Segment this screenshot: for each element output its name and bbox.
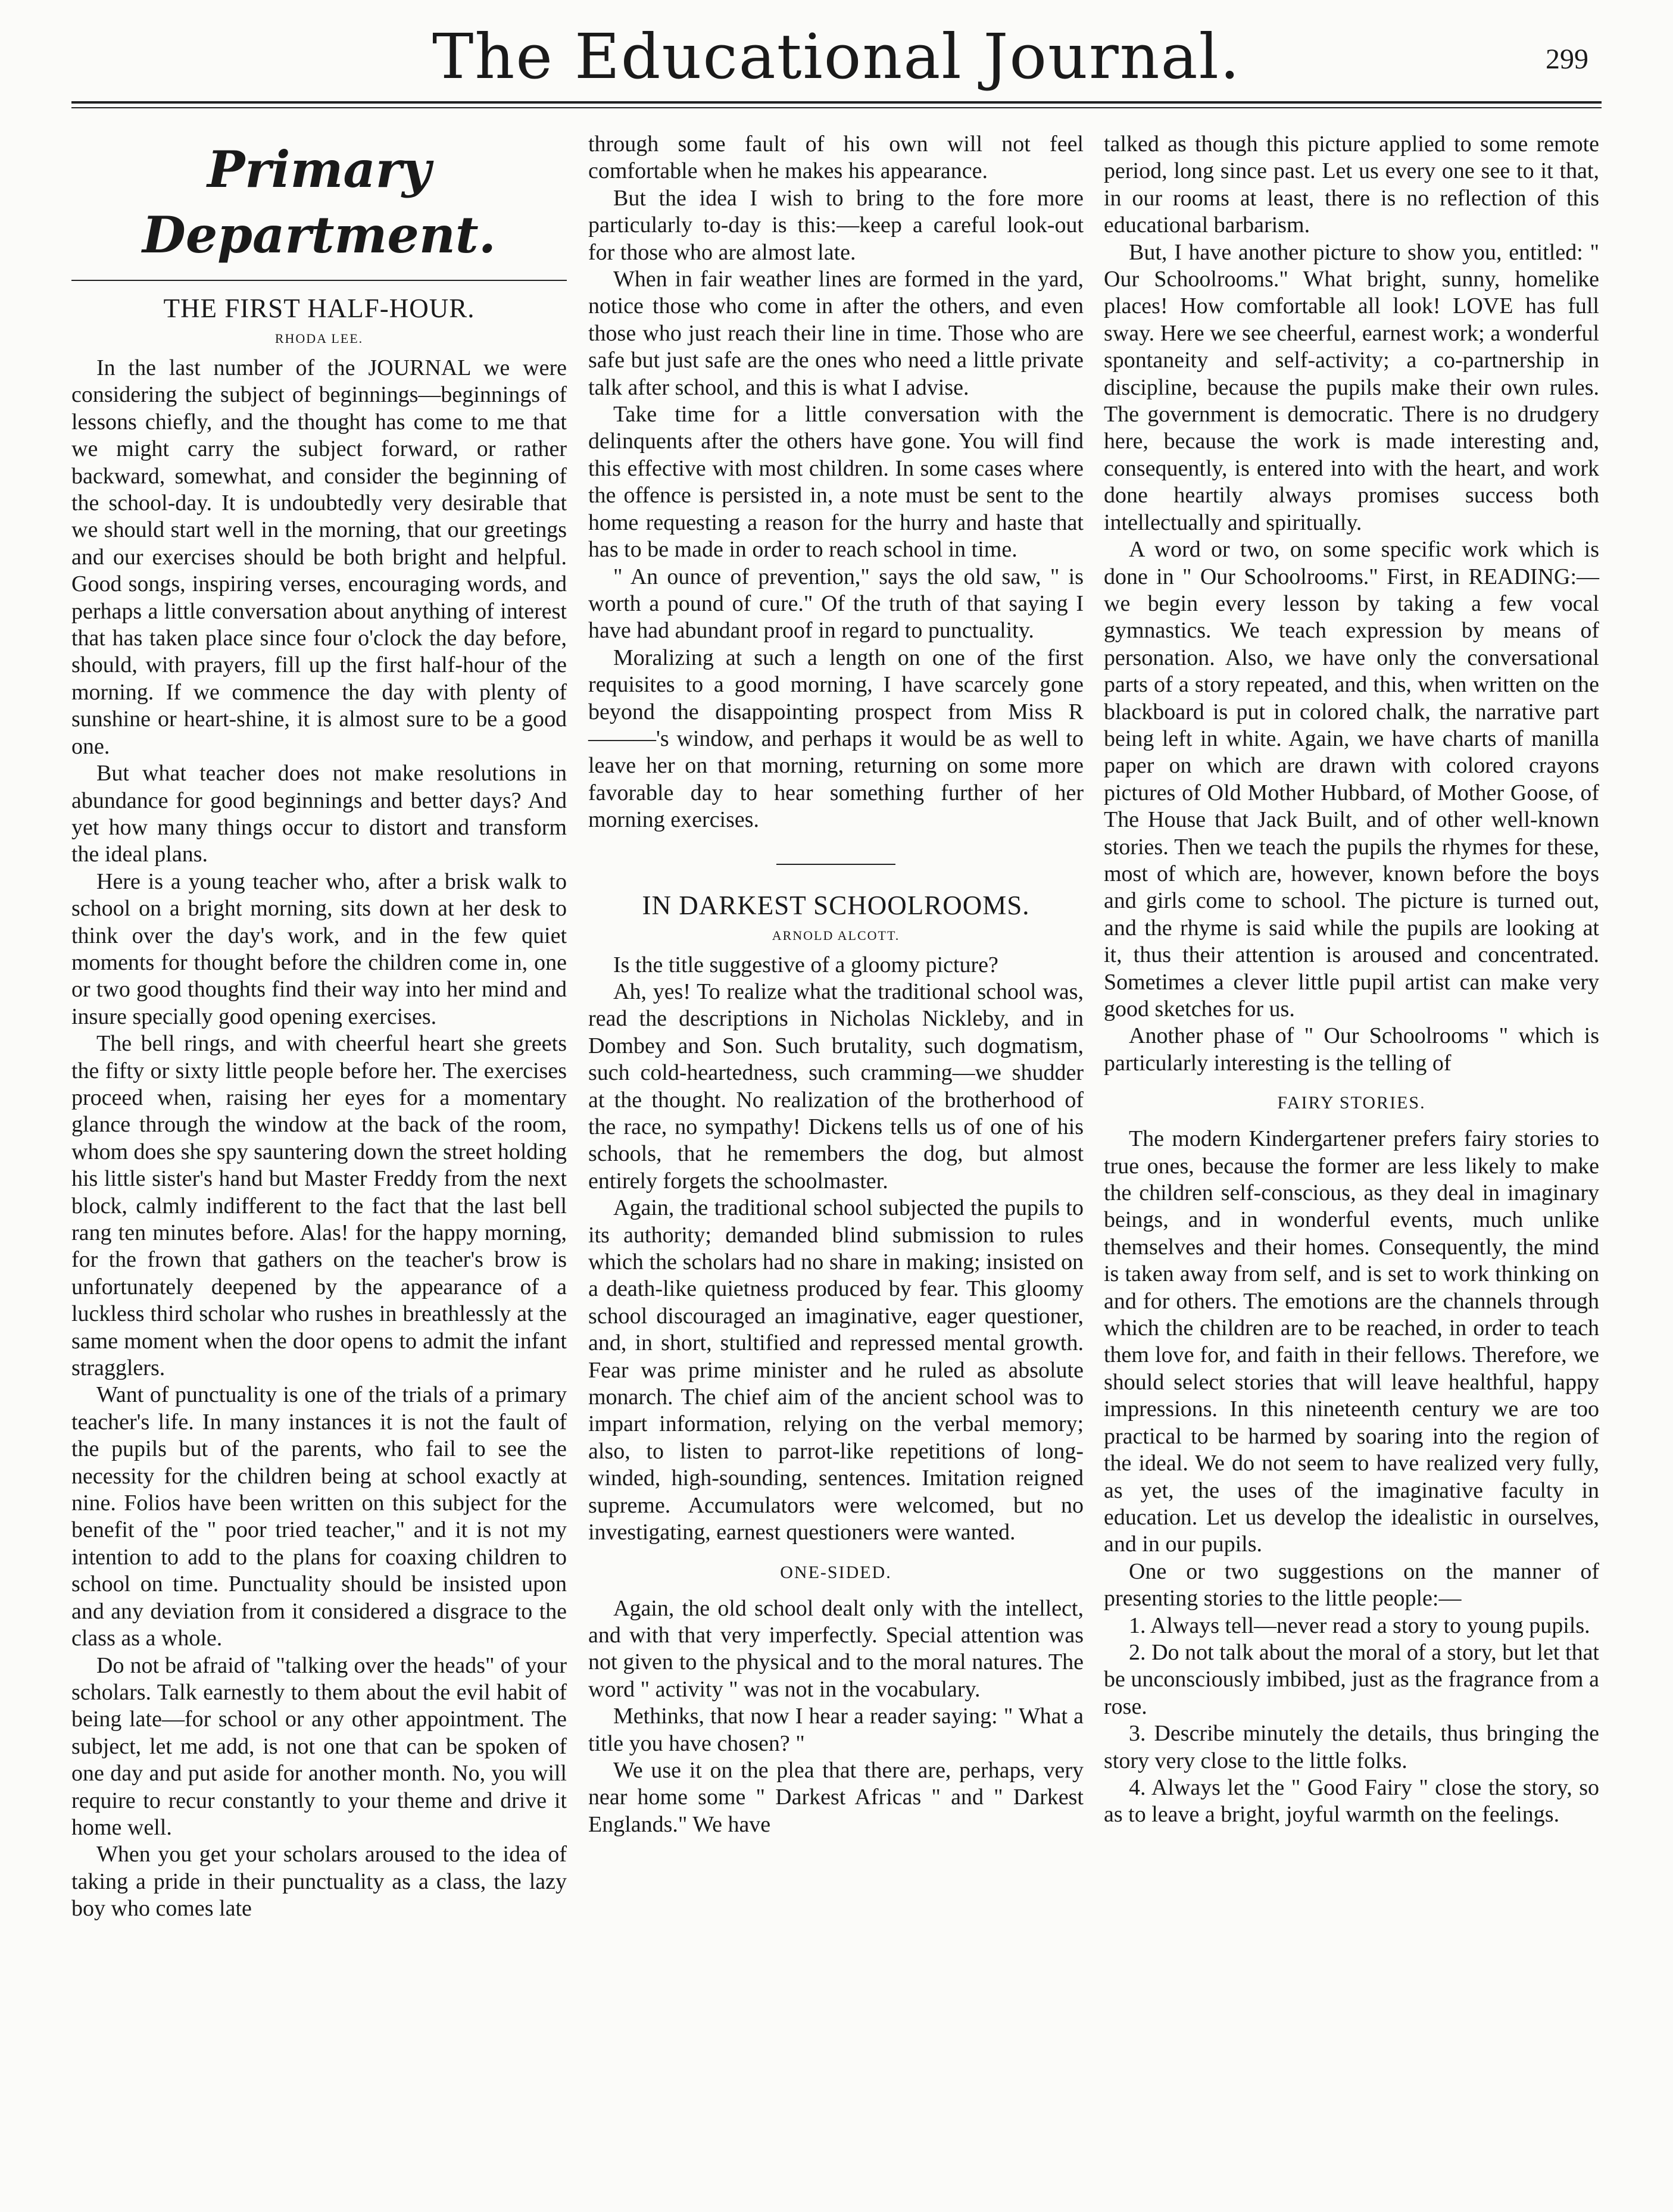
paragraph: Here is a young teacher who, after a brisk walk to school on a bright morning, sits down at her desk to think over the day's work, and in the few quiet moments for thought before the children come in, one or two good thoughts find their way into her mind and insure specially good opening exercises. xyxy=(71,868,567,1029)
paragraph: Ah, yes! To realize what the traditional school was, read the descriptions in Nicholas Nickleby, and in Dombey and Son. Such brutality, such dogmatism, such cold-heartedness, such cramming—we shudder at the thought. No realization of the brotherhood of the race, no sympathy! Dickens tells us of one of his schools, that he remembers the dog, but almost entirely forgets the schoolmaster. xyxy=(588,979,1084,1194)
paragraph: When you get your scholars aroused to the idea of taking a pride in their punctuality as a class, the lazy boy who comes late xyxy=(71,1842,567,1922)
column-2 xyxy=(588,131,1084,1838)
paragraph: Again, the old school dealt only with the intellect, and with that very imperfectly. Special attention was not given to the physical and to the moral natures. The word " activity " was not in the vocabulary. xyxy=(588,1595,1084,1702)
paragraph: Want of punctuality is one of the trials of a primary teacher's life. In many instances it is not the fault of the pupils but of the parents, who fail to see the necessity for the children being at school exactly at nine. Folios have been written on this subject for the benefit of the " poor tried teacher," and it is not my intention to add to the plans for coaxing children to school on time. Punctuality should be insisted upon and any deviation from it considered a disgrace to the class as a whole. xyxy=(71,1382,567,1651)
paragraph: Again, the traditional school subjected the pupils to its authority; demanded blind submission to rules which the scholars had no share in making; insisted on a death-like quietness produced by fear. This gloomy school discouraged an imaginative, eager questioner, and, in short, stultified and repressed mental growth. Fear was prime minister and he ruled as absolute monarch. The chief aim of the ancient school was to impart information, relying on the verbal memory; also, to listen to parrot-like repetitions of long-winded, high-sounding, sentences. Imitation reigned supreme. Accumulators were welcomed, but no investigating, earnest questioners were wanted. xyxy=(588,1195,1084,1545)
article-author: RHODA LEE. xyxy=(274,331,364,346)
article-title: IN DARKEST SCHOOLROOMS. xyxy=(642,890,1030,920)
list-item: 3. Describe minutely the details, thus bringing the story very close to the little folks. xyxy=(1104,1721,1599,1773)
paragraph: through some fault of his own will not feel comfortable when he makes his appearance. xyxy=(588,132,1084,184)
paragraph: But the idea I wish to bring to the fore more particularly to-day is this:—keep a careful look-out for those who are almost late. xyxy=(588,185,1084,265)
paragraph: But what teacher does not make resolutions in abundance for good beginnings and better days? And yet how many things occur to distort and transform the ideal plans. xyxy=(71,761,567,867)
section-rule xyxy=(71,280,567,281)
paragraph: " An ounce of prevention," says the old saw, " is worth a pound of cure." Of the truth of that saying I have had abundant proof in regard to punctuality. xyxy=(588,564,1084,643)
paragraph: A word or two, on some specific work which is done in " Our Schoolrooms." First, in READING:—we begin every lesson by taking a few vocal gymnastics. We teach expression by means of personation. Also, we have only the conversational parts of a story repeated, and this, when written on the blackboard is put in colored chalk, the narrative part being left in white. Again, we have charts of manilla paper on which are drawn with colored crayons pictures of Old Mother Hubbard, of Mother Goose, of The House that Jack Built, and of other well-known stories. Then we teach the pupils the rhymes for these, most of which are, however, known before the boys and girls come to school. The picture is turned out, and the rhyme is said while the pupils are looking at it, thus their attention is aroused and concentrated. Sometimes a clever little pupil artist can make very good sketches for us. xyxy=(1104,537,1599,1021)
column-3 xyxy=(1104,131,1599,1829)
paragraph: Do not be afraid of "talking over the heads" of your scholars. Talk earnestly to them about the evil habit of being late—for school or any other appointment. The subject, let me add, is not one that can be spoken of one day and put aside for another month. No, you will require to recur constantly to your theme and drive it home well. xyxy=(71,1652,567,1840)
paragraph: But, I have another picture to show you, entitled: " Our Schoolrooms." What bright, sunny, homelike places! How comfortable all look! LOVE has full sway. Here we see cheerful, earnest work; a wonderful spontaneity and self-activity; a co-partnership in discipline, because the pupils make their own rules. The government is democratic. There is no drudgery here, because the work is made interesting and, consequently, is entered into with the heart, and work done heartily always promises success both intellectually and spiritually. xyxy=(1104,239,1599,535)
article-title: THE FIRST HALF-HOUR. xyxy=(163,293,475,323)
paragraph: In the last number of the JOURNAL we were considering the subject of beginnings—beginnings of lessons chiefly, and the thought has come to me that we might carry the subject forward, or rather backward, somewhat, and consider the beginning of the school-day. It is undoubtedly very desirable that we should start well in the morning, that our greetings and our exercises should be both bright and helpful. Good songs, inspiring verses, encouraging words, and perhaps a little conversation about anything of interest that has taken place since four o'clock the day before, should, with prayers, fill up the first half-hour of the morning. If we commence the day with plenty of sunshine or heart-shine, it is almost sure to be a good one. xyxy=(71,355,567,759)
paragraph: The modern Kindergartener prefers fairy stories to true ones, because the former are less likely to make the children self-conscious, as they deal in imaginary beings, and in wonderful events, much unlike themselves and their homes. Consequently, the mind is taken away from self, and is set to work thinking on and for others. The emotions are the channels through which the children are to be reached, in order to teach them love for, and faith in their fellows. Therefore, we should select stories that will leave healthful, happy impressions. In this nineteenth century we are too practical to be harmed by soaring into the region of the ideal. We do not seem to have realized very fully, as yet, the uses of the imaginative faculty in education. Let us develop the idealistic in ourselves, and in our pupils. xyxy=(1104,1126,1599,1557)
paragraph: We use it on the plea that there are, perhaps, very near home some " Darkest Africas " and " Darkest Englands." We have xyxy=(588,1757,1084,1837)
column-1 xyxy=(71,131,567,1923)
paragraph: When in fair weather lines are formed in the yard, notice those who come in after the others, and even those who just reach their line in time. Those who are safe but just safe are the ones who need a little private talk after school, and this is what I advise. xyxy=(588,267,1084,400)
page-number: 299 xyxy=(1546,43,1588,75)
subheading: FAIRY STORIES. xyxy=(1277,1093,1426,1113)
paragraph: talked as though this picture applied to some remote period, long since past. Let us every one see to it that, in our rooms at least, there is no reflection of this educational barbarism. xyxy=(1104,132,1599,238)
paragraph: Methinks, that now I hear a reader saying: " What a title you have chosen? " xyxy=(588,1704,1084,1756)
department-heading: Primary Department. xyxy=(142,140,496,264)
subheading: ONE-SIDED. xyxy=(780,1562,892,1582)
list-item: 2. Do not talk about the moral of a story, but let that be unconsciously imbibed, just as the fragrance from a rose. xyxy=(1104,1639,1599,1719)
list-item: 1. Always tell—never read a story to young pupils. xyxy=(1129,1613,1590,1638)
header-rule xyxy=(71,101,1602,104)
paragraph: One or two suggestions on the manner of presenting stories to the little people:— xyxy=(1104,1558,1599,1611)
paragraph: Take time for a little conversation with the delinquents after the others have gone. You will find this effective with most children. In some cases where the offence is persisted in, a note must be sent to the home requesting a reason for the hurry and haste that has to be made in order to reach school in time. xyxy=(588,402,1084,563)
paragraph: Moralizing at such a length on one of the first requisites to a good morning, I have scarcely gone beyond the disappointing prospect from Miss R———'s window, and perhaps it would be as well to leave her on that morning, returning on some more favorable day to hear something further of her morning exercises. xyxy=(588,645,1084,833)
paragraph: Another phase of " Our Schoolrooms " which is particularly interesting is the telling of xyxy=(1104,1023,1599,1076)
paragraph: Is the title suggestive of a gloomy picture? xyxy=(613,952,998,977)
article-author: ARNOLD ALCOTT. xyxy=(772,927,900,943)
article-divider xyxy=(776,864,895,865)
list-item: 4. Always let the " Good Fairy " close the story, so as to leave a bright, joyful warmth on the feelings. xyxy=(1104,1774,1599,1827)
journal-masthead: The Educational Journal. xyxy=(432,20,1241,93)
paragraph: The bell rings, and with cheerful heart she greets the fifty or sixty little people before her. The exercises proceed when, raising her eyes for a momentary glance through the window at the back of the room, whom does she spy sauntering down the street holding his little sister's hand but Master Freddy from the next block, calmly indifferent to the fact that the last bell rang ten minutes before. Alas! for the happy morning, for the frown that gathers on the teacher's brow is unfortunately deepened by the appearance of a luckless third scholar who rushes in breathlessly at the same moment when the door opens to admit the infant stragglers. xyxy=(71,1031,567,1381)
header-rule-thin xyxy=(71,107,1602,108)
